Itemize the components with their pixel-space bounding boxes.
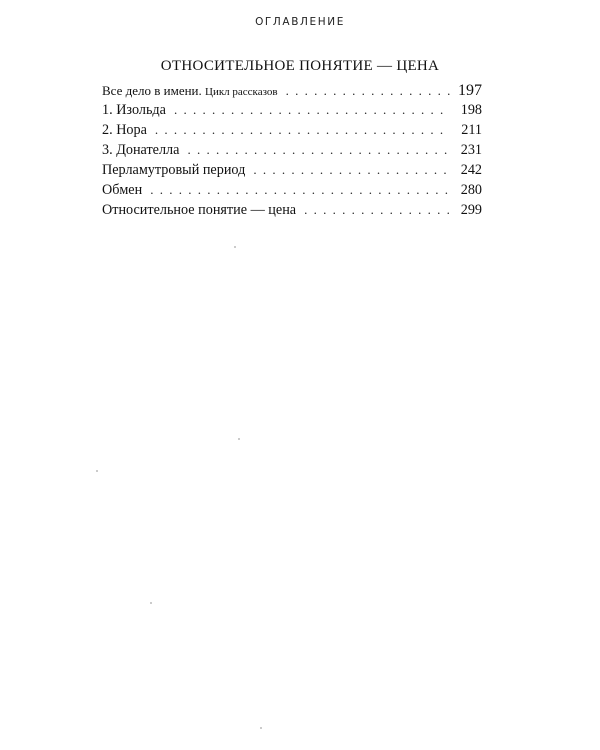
toc-entry-label: 1. Изольда — [102, 102, 166, 118]
toc-entry-cycle — [102, 82, 482, 102]
running-head: ОГЛАВЛЕНИЕ — [255, 16, 345, 28]
toc-entry-label: 2. Нора — [102, 122, 147, 138]
paper-speck — [238, 438, 240, 440]
toc-page-number: 198 — [460, 102, 482, 118]
section-title: ОТНОСИТЕЛЬНОЕ ПОНЯТИЕ — ЦЕНА — [160, 58, 440, 74]
toc-entry-relative-price — [102, 202, 482, 222]
paper-speck — [96, 470, 98, 472]
toc-entry-label-main: Все дело в имени. — [102, 83, 202, 98]
dot-leader — [150, 182, 450, 198]
dot-leader — [187, 142, 450, 158]
paper-speck — [150, 602, 152, 604]
toc-entry-label: 3. Донателла — [102, 142, 180, 158]
toc-page-number: 211 — [461, 122, 482, 138]
toc-page-number: 299 — [460, 202, 482, 218]
table-of-contents — [102, 82, 482, 222]
toc-entry-label — [102, 83, 278, 99]
toc-entry-pearl-period — [102, 162, 482, 182]
dot-leader — [286, 83, 450, 99]
paper-speck — [260, 727, 262, 729]
toc-entry-exchange — [102, 182, 482, 202]
toc-entry-label: Относительное понятие — цена — [102, 202, 297, 218]
dot-leader — [253, 162, 450, 178]
toc-entry-donatella — [102, 142, 482, 162]
toc-entry-label: Перламутровый период — [102, 162, 246, 178]
dot-leader — [174, 102, 450, 118]
toc-page-number: 197 — [458, 82, 482, 99]
paper-speck — [234, 246, 236, 248]
toc-page-number: 231 — [460, 142, 482, 158]
toc-entry-label: Обмен — [102, 182, 143, 198]
dot-leader — [304, 202, 450, 218]
toc-entry-label-smallcaps: Цикл рассказов — [205, 86, 278, 98]
toc-entry-izolda — [102, 102, 482, 122]
dot-leader — [155, 122, 450, 138]
toc-entry-nora — [102, 122, 482, 142]
toc-page-number: 280 — [460, 182, 482, 198]
toc-page-number: 242 — [460, 162, 482, 178]
